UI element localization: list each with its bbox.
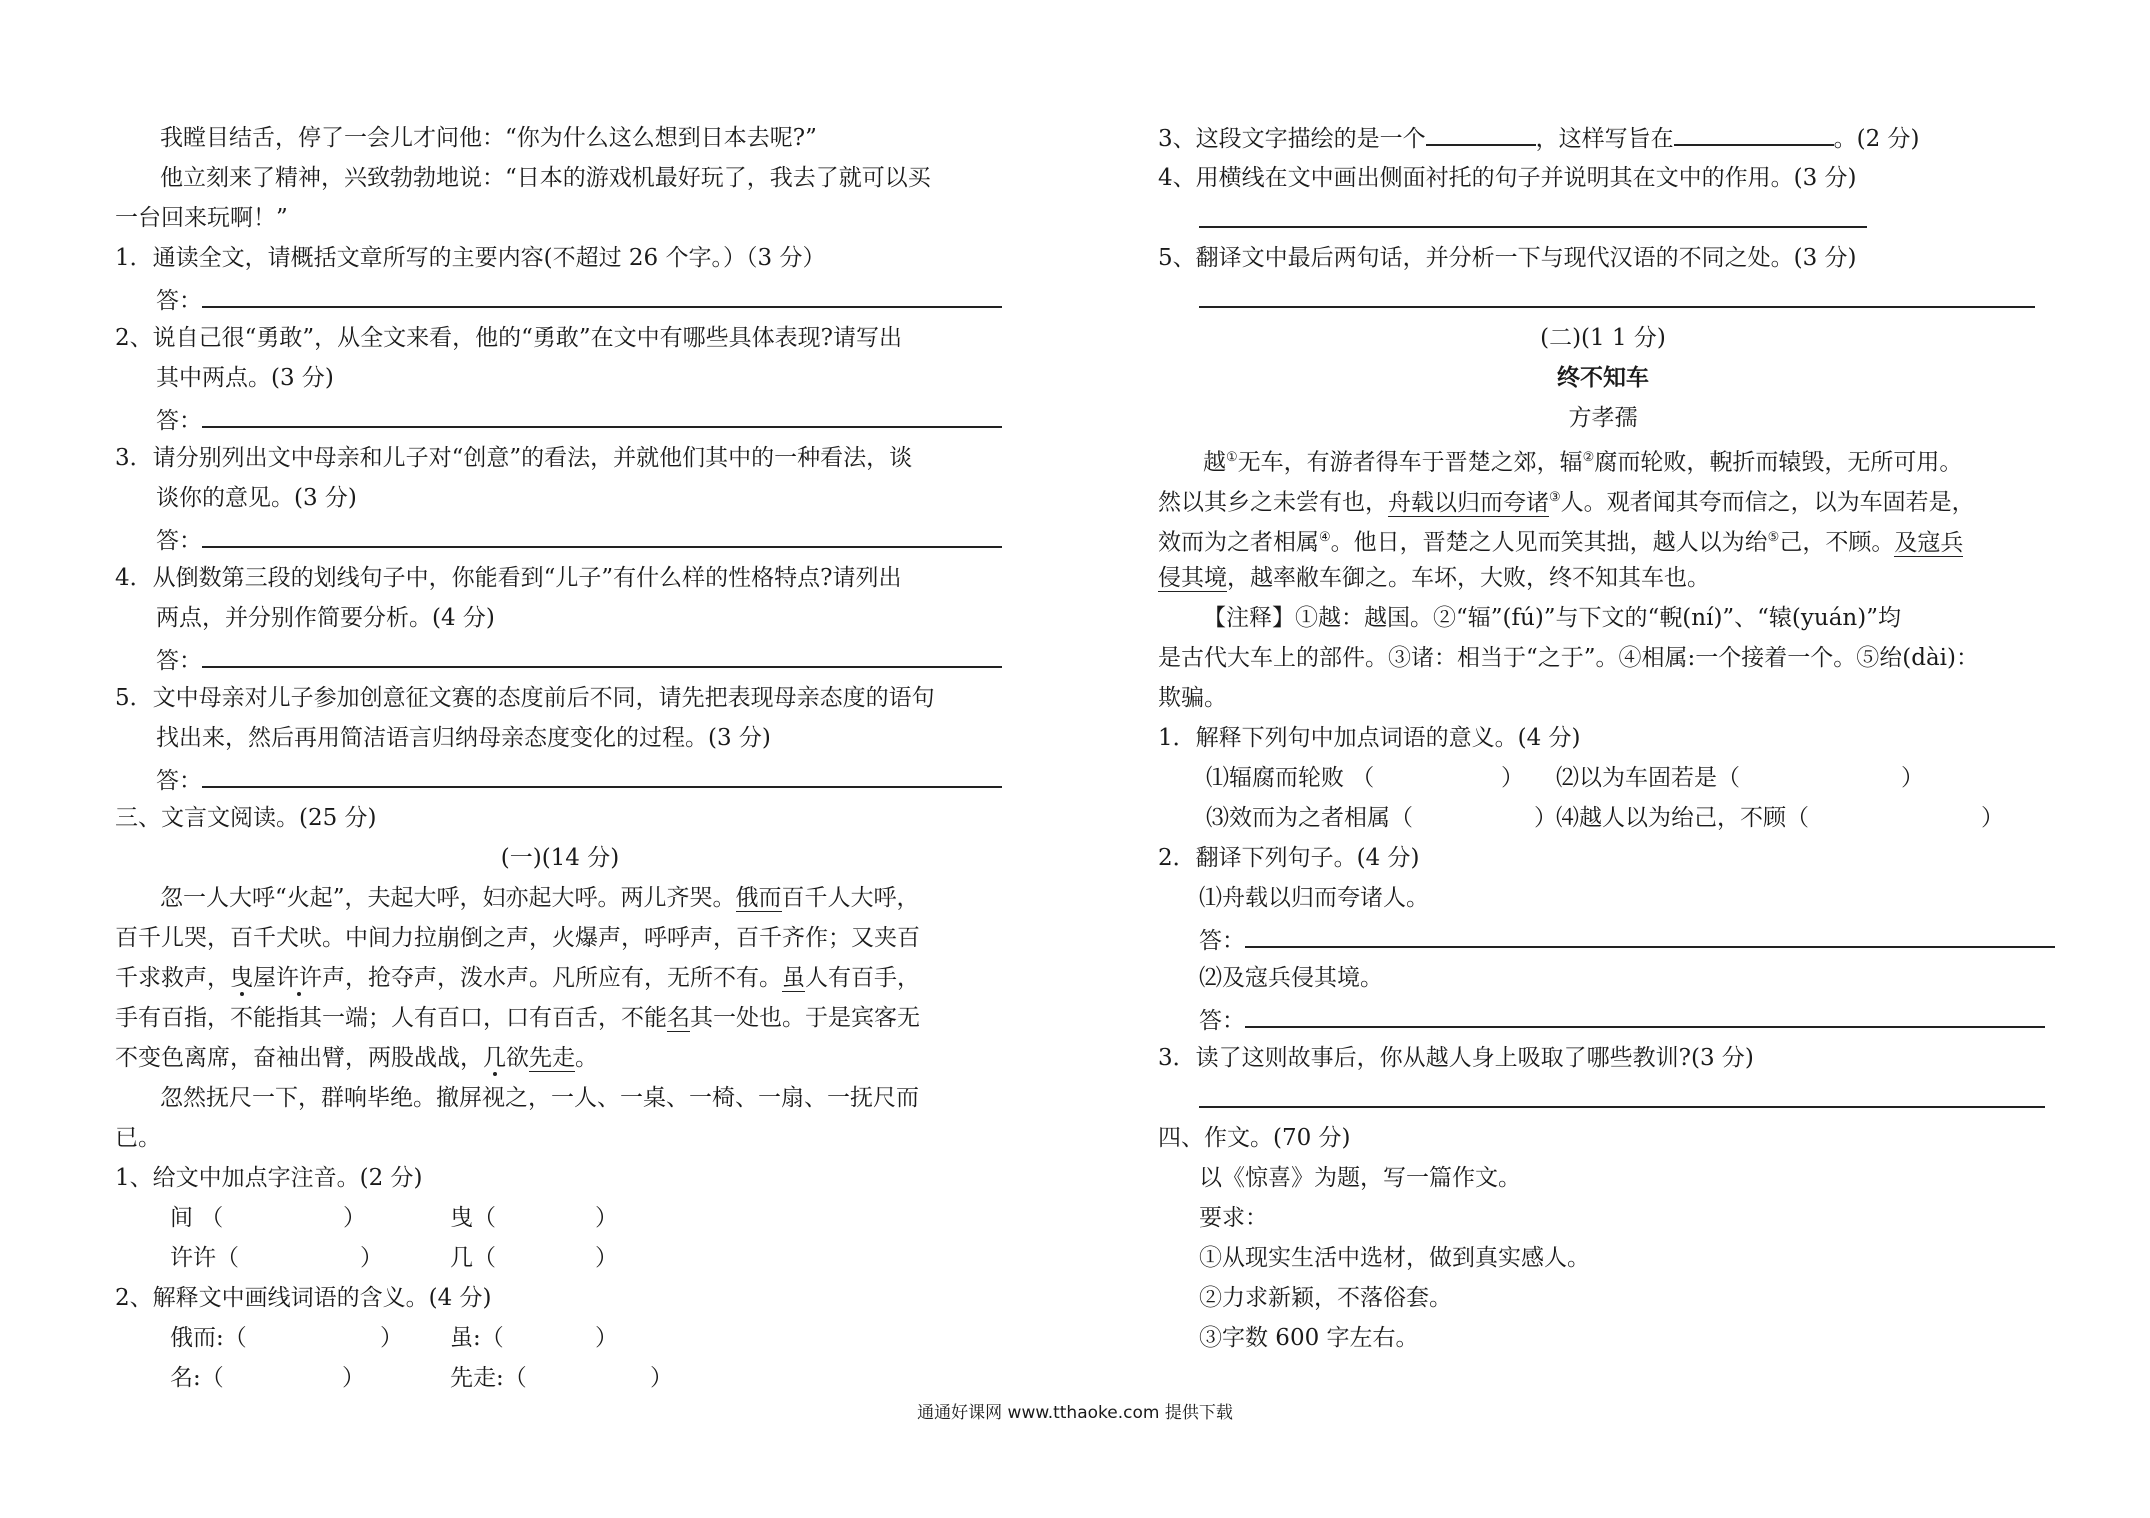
explain-blank[interactable] <box>1746 758 1901 798</box>
section-3-heading: 三、文言文阅读。(25 分) <box>115 805 377 831</box>
question-2: 2、说自己很“勇敢”，从全文来看，他的“勇敢”在文中有哪些具体表现?请写出 <box>115 325 902 351</box>
question-4: 4．从倒数第三段的划线句子中，你能看到“儿子”有什么样的性格特点?请列出 <box>115 565 902 591</box>
answer-line[interactable] <box>1245 998 2045 1028</box>
answer-row <box>115 518 1005 558</box>
meaning-word: 虽:（ <box>450 1325 504 1351</box>
pinyin-char: 几（ <box>450 1245 496 1271</box>
underlined-word: 先走 <box>529 1045 575 1071</box>
answer-line[interactable] <box>202 638 1002 668</box>
meaning-word: 名:（ <box>170 1365 224 1391</box>
question-2-cont: 其中两点。(3 分) <box>156 365 334 391</box>
answer-row <box>115 398 1005 438</box>
question-3-cont: 谈你的意见。(3 分) <box>156 485 357 511</box>
underlined-sentence: 舟载以归而夸诸 <box>1388 489 1549 516</box>
classical-text-line: 手有百指，不能指其一端；人有百口，口有百舌，不能名其一处也。于是宾客无 <box>115 1005 920 1031</box>
subsection-1-heading: (一)(14 分) <box>500 845 620 871</box>
answer-label: 答： <box>1199 1008 1245 1034</box>
answer-row <box>1158 918 2048 958</box>
dotted-char: 几 <box>483 1045 506 1071</box>
answer-line[interactable] <box>202 518 1002 548</box>
meaning-blank[interactable] <box>530 1358 650 1398</box>
answer-row <box>115 758 1005 798</box>
meaning-word: 俄而:（ <box>170 1325 247 1351</box>
left-question-2: 2、解释文中画线词语的含义。(4 分) <box>115 1285 492 1311</box>
explain-blank[interactable] <box>1416 798 1534 838</box>
answer-row <box>1158 1078 2048 1118</box>
underlined-word: 虽 <box>782 965 805 991</box>
answer-row <box>115 278 1005 318</box>
passage-line: 我瞠目结舌，停了一会儿才问他：“你为什么这么想到日本去呢?” <box>160 125 817 151</box>
right-sub-question-1: 1．解释下列句中加点词语的意义。(4 分) <box>1158 725 1581 751</box>
underlined-word: 名 <box>667 1005 690 1031</box>
composition-requirement: ①从现实生活中选材，做到真实感人。 <box>1199 1245 1590 1271</box>
answer-row <box>115 638 1005 678</box>
explain-row: ⑴辐腐而轮败 （ ） ⑵以为车固若是（ ） <box>1158 758 2048 798</box>
left-question-1: 1、给文中加点字注音。(2 分) <box>115 1165 423 1191</box>
classical-text-line: 百千儿哭，百千犬吠。中间力拉崩倒之声，火爆声，呼呼声，百千齐作；又夹百 <box>115 925 920 951</box>
passage-line: 他立刻来了精神，兴致勃勃地说：“日本的游戏机最好玩了，我去了就可以买 <box>160 165 931 191</box>
passage-line: 一台回来玩啊！” <box>115 205 288 231</box>
classical-text-line: 然以其乡之未尝有也，舟载以归而夸诸③人。观者闻其夸而信之，以为车固若是， <box>1158 489 1975 516</box>
answer-label: 答： <box>156 768 202 794</box>
answer-label: 答： <box>156 408 202 434</box>
classical-text-line: 忽一人大呼“火起”，夫起大呼，妇亦起大呼。两儿齐哭。俄而百千人大呼， <box>160 885 920 911</box>
pinyin-blank[interactable] <box>495 1238 595 1278</box>
classical-text-line: 越①无车，有游者得车于晋楚之郊，辐②腐而轮败，輗折而辕毁，无所可用。 <box>1203 449 1963 476</box>
meaning-blank[interactable] <box>505 1318 595 1358</box>
answer-line[interactable] <box>202 398 1002 428</box>
pinyin-blank[interactable] <box>495 1198 595 1238</box>
answer-row <box>1158 278 2048 318</box>
fill-blank[interactable] <box>1426 118 1536 146</box>
answer-label: 答： <box>156 528 202 554</box>
annotation-line: 欺骗。 <box>1158 685 1227 711</box>
fill-blank[interactable] <box>1674 118 1834 146</box>
pinyin-row: 间 （ ） 曳（ ） <box>115 1198 1005 1238</box>
pinyin-char: 间 （ <box>170 1205 224 1231</box>
explain-blank[interactable] <box>1821 798 1981 838</box>
annotation-line: 【注释】①越：越国。②“辐”(fú)”与下文的“輗(ní)”、“辕(yuán)”均 <box>1203 605 1901 631</box>
right-sub-question-2: 2．翻译下列句子。(4 分) <box>1158 845 1420 871</box>
pinyin-blank[interactable] <box>230 1198 343 1238</box>
answer-label: 答： <box>156 288 202 314</box>
composition-requirements: 要求： <box>1199 1205 1268 1231</box>
pinyin-row: 许许（ ） 几（ ） <box>115 1238 1005 1278</box>
answer-line[interactable] <box>1199 198 1867 228</box>
right-sub-question-3: 3．读了这则故事后，你从越人身上吸取了哪些教训?(3 分) <box>1158 1045 1754 1071</box>
pinyin-blank[interactable] <box>245 1238 360 1278</box>
translate-sentence: ⑴舟载以归而夸诸人。 <box>1199 885 1429 911</box>
meaning-row: 俄而:（ ） 虽:（ ） <box>115 1318 1005 1358</box>
passage-title: 终不知车 <box>1557 365 1649 391</box>
page-footer: 通通好课网 www.tthaoke.com 提供下载 <box>917 1403 1233 1423</box>
classical-text-line: 效而为之者相属④。他日，晋楚之人见而笑其拙，越人以为绐⑤己，不顾。及寇兵 <box>1158 529 1964 556</box>
classical-text-line: 侵其境，越率敝车御之。车坏，大败，终不知其车也。 <box>1158 565 1710 591</box>
answer-line[interactable] <box>1199 278 2035 308</box>
explain-blank[interactable] <box>1396 758 1501 798</box>
answer-line[interactable] <box>1245 918 2055 948</box>
explain-item: ⑴辐腐而轮败 （ <box>1206 765 1375 791</box>
passage-author: 方孝孺 <box>1568 405 1638 431</box>
translate-sentence: ⑵及寇兵侵其境。 <box>1199 965 1383 991</box>
classical-text-line: 千求救声，曳屋许许声，抢夺声，泼水声。凡所应有，无所不有。虽人有百手， <box>115 965 920 991</box>
answer-line[interactable] <box>202 278 1002 308</box>
right-question-4: 4、用横线在文中画出侧面衬托的句子并说明其在文中的作用。(3 分) <box>1158 165 1857 191</box>
explain-item: ⑷越人以为绐己，不顾（ <box>1556 805 1809 831</box>
composition-requirement: ②力求新颖，不落俗套。 <box>1199 1285 1452 1311</box>
answer-line[interactable] <box>1199 1078 2045 1108</box>
classical-text-line: 不变色离席，奋袖出臂，两股战战，几欲先走。 <box>115 1045 598 1071</box>
explain-item: ⑵以为车固若是（ <box>1556 765 1740 791</box>
subsection-2-heading: (二)(1 1 分) <box>1540 325 1666 351</box>
dotted-char: 许许 <box>276 965 322 991</box>
left-column <box>115 118 1005 1398</box>
answer-line[interactable] <box>202 758 1002 788</box>
explain-item: ⑶效而为之者相属（ <box>1206 805 1413 831</box>
pinyin-char: 曳（ <box>450 1205 496 1231</box>
meaning-row: 名:（ ） 先走:（ ） <box>115 1358 1005 1398</box>
classical-text-line: 已。 <box>115 1125 161 1151</box>
meaning-word: 先走:（ <box>450 1365 527 1391</box>
pinyin-char: 许许（ <box>170 1245 239 1271</box>
meaning-blank[interactable] <box>230 1358 342 1398</box>
right-column <box>1158 118 2048 1358</box>
right-question-5: 5、翻译文中最后两句话，并分析一下与现代汉语的不同之处。(3 分) <box>1158 245 1857 271</box>
question-4-cont: 两点，并分别作简要分析。(4 分) <box>156 605 495 631</box>
answer-label: 答： <box>156 648 202 674</box>
question-5-cont: 找出来，然后再用简洁语言归纳母亲态度变化的过程。(3 分) <box>156 725 771 751</box>
answer-row <box>1158 998 2048 1038</box>
question-5: 5．文中母亲对儿子参加创意征文赛的态度前后不同，请先把表现母亲态度的语句 <box>115 685 935 711</box>
section-4-heading: 四、作文。(70 分) <box>1158 1125 1351 1151</box>
question-3: 3．请分别列出文中母亲和儿子对“创意”的看法，并就他们其中的一种看法，谈 <box>115 445 913 471</box>
composition-prompt: 以《惊喜》为题，写一篇作文。 <box>1199 1165 1521 1191</box>
annotation-line: 是古代大车上的部件。③诸：相当于“之于”。④相属:一个接着一个。⑤绐(dài)： <box>1158 645 1980 671</box>
answer-label: 答： <box>1199 928 1245 954</box>
underlined-sentence: 及寇兵 <box>1894 529 1964 556</box>
meaning-blank[interactable] <box>260 1318 380 1358</box>
question-1: 1．通读全文，请概括文章所写的主要内容(不超过 26 个字。）（3 分） <box>115 245 826 271</box>
answer-row <box>1158 198 2048 238</box>
dotted-char: 曳 <box>230 965 253 991</box>
classical-text-line: 忽然抚尺一下，群响毕绝。撤屏视之，一人、一桌、一椅、一扇、一抚尺而 <box>160 1085 919 1111</box>
right-question-3: 3、这段文字描绘的是一个 ，这样写旨在 。(2 分) <box>1158 118 2048 158</box>
underlined-sentence: 侵其境 <box>1158 565 1227 591</box>
underlined-word: 俄而 <box>735 885 782 911</box>
explain-row: ⑶效而为之者相属（ ） ⑷越人以为绐己，不顾（ ） <box>1158 798 2048 838</box>
composition-requirement: ③字数 600 字左右。 <box>1199 1325 1419 1351</box>
